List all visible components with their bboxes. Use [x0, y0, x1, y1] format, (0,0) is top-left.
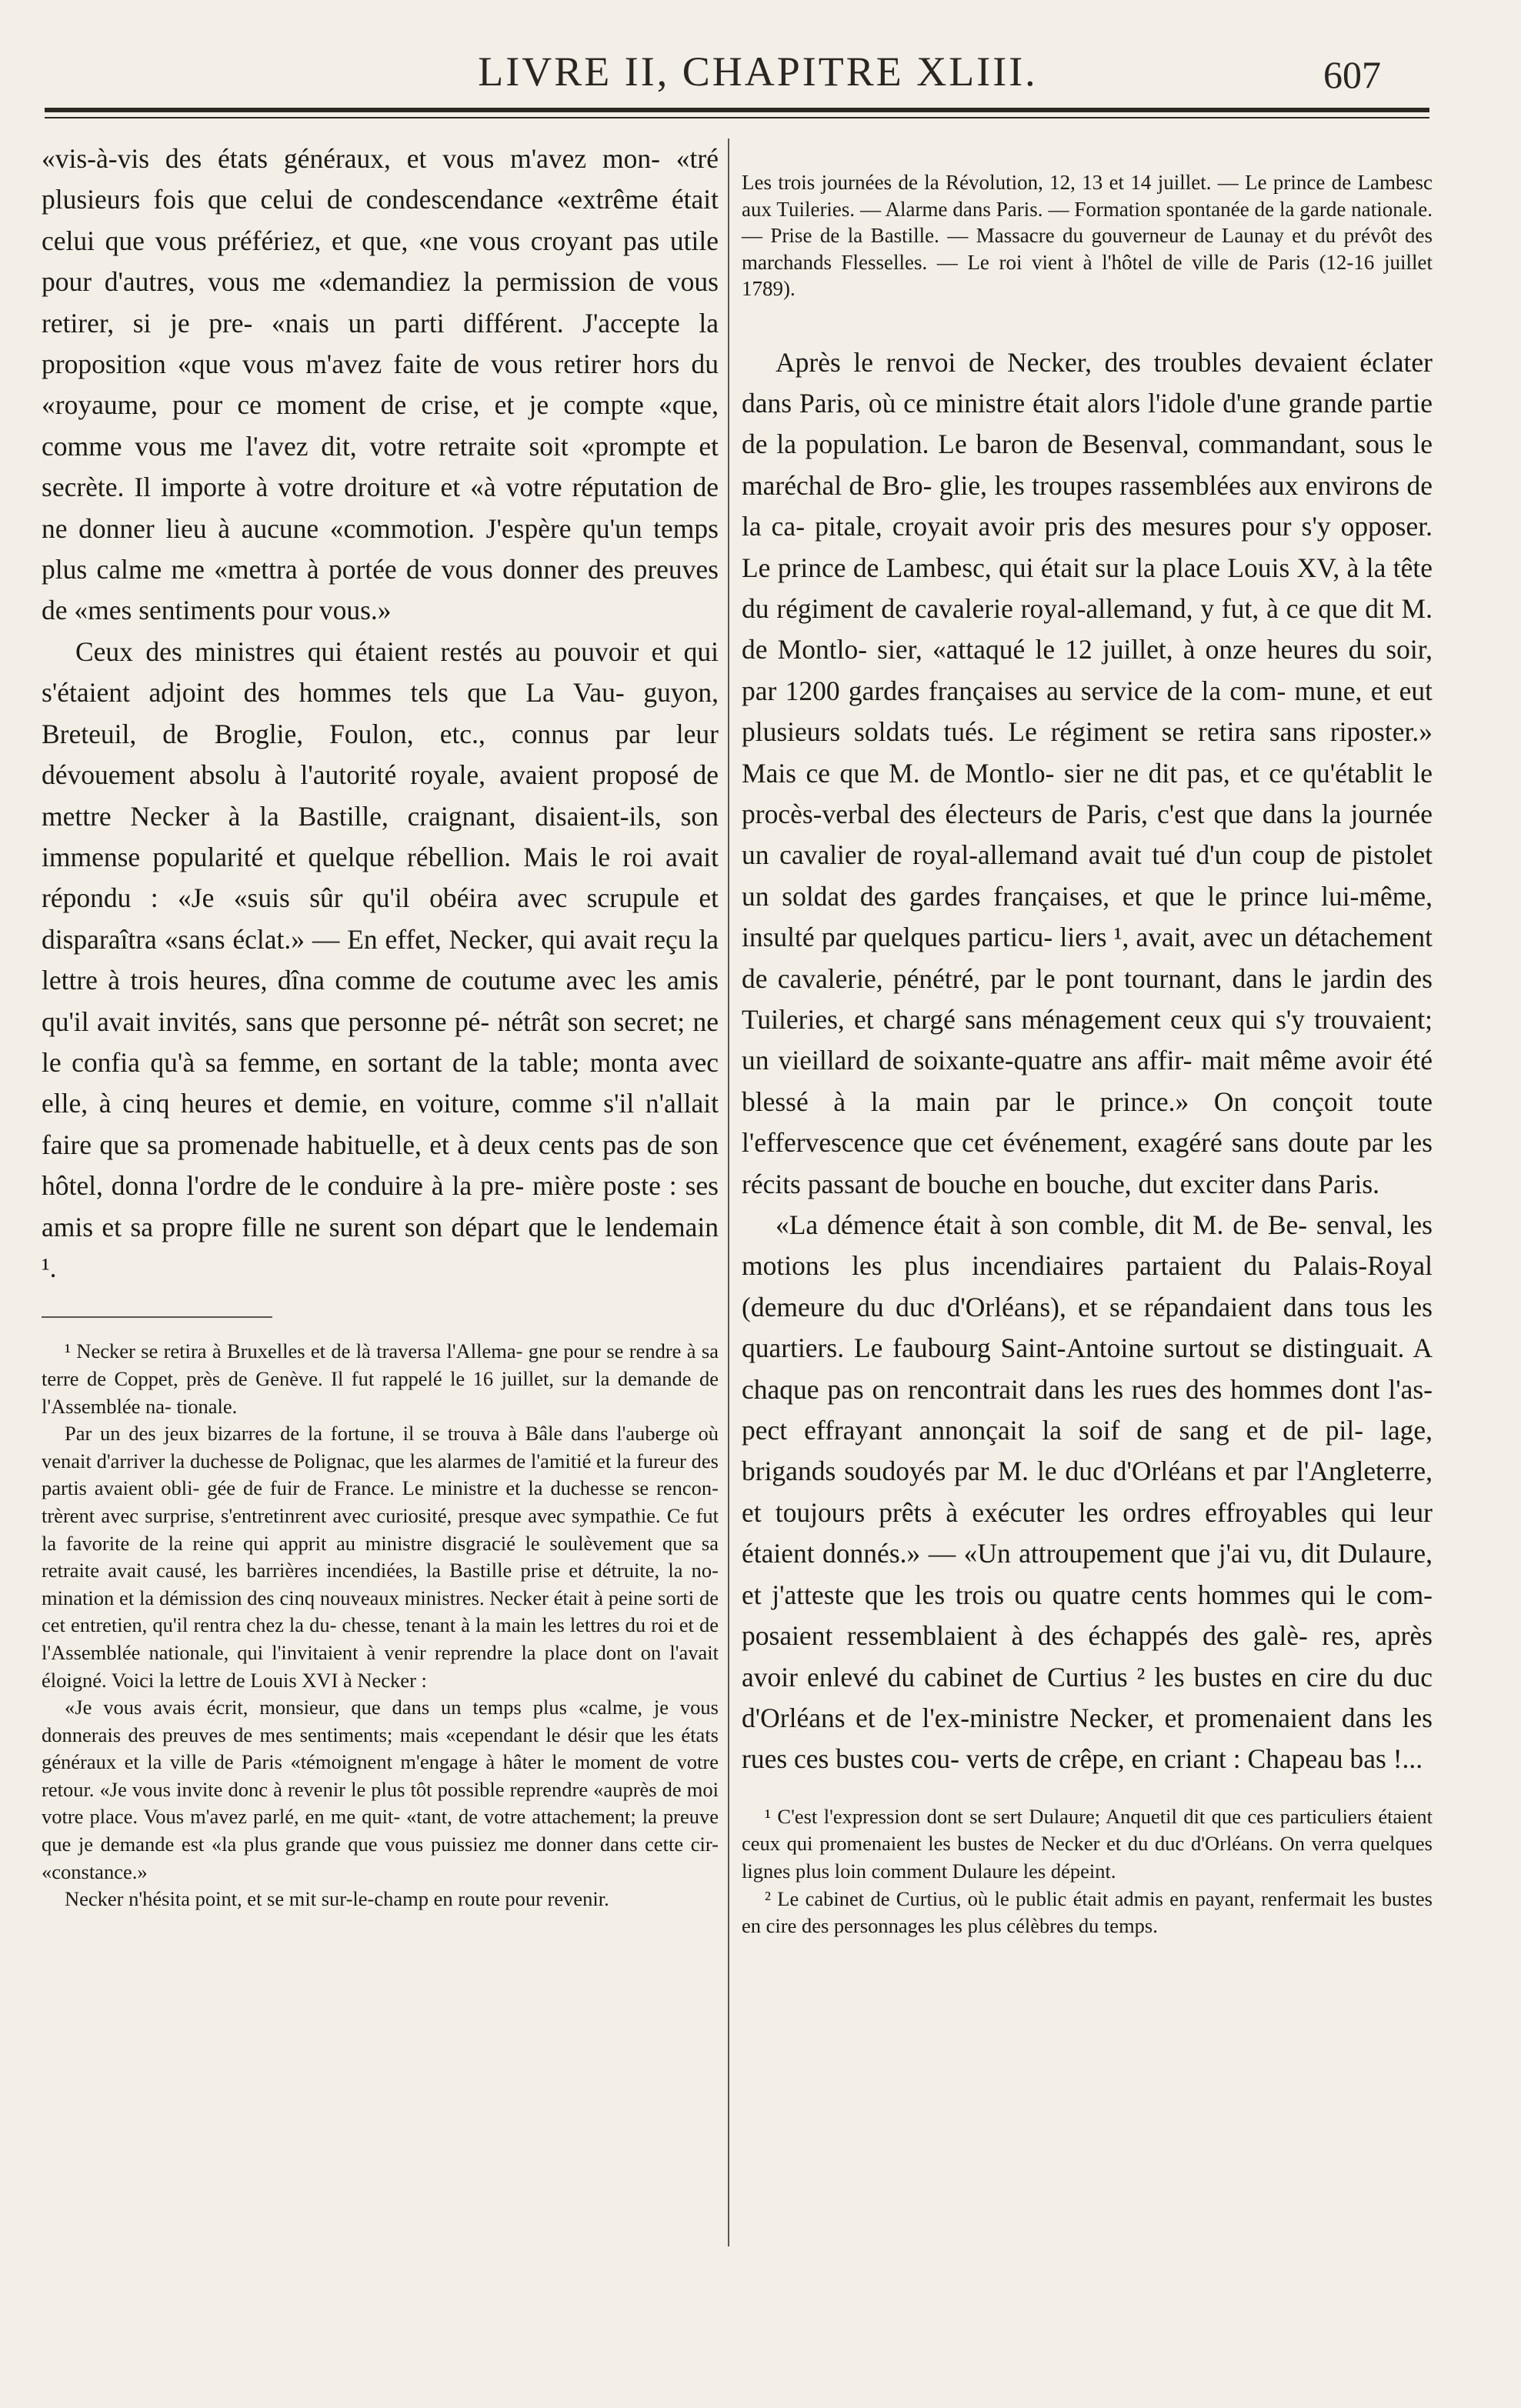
body-paragraph: «La démence était à son comble, dit M. de Be- senval, les motions les plus incendiaires partaient du Palais-Royal (demeure du duc d'Orléans), et se répandaient dans tous les quartiers. Le faubourg Saint-Antoine surtout se distinguait. A chaque pas on rencontrait dans les rues des hommes dont l'as- pect effrayant annonçait la soif de sang et de pil- lage, brigands soudoyés par M. le duc d'Orléans et par l'Angleterre, et toujours prêts à exécuter les ordres effroyables qui leur étaient donnés.» — «Un attroupement que j'ai vu, dit Dulaure, et j'atteste que les trois ou quatre cents hommes qui le com- posaient ressemblaient à des échappés des galè- res, après avoir enlevé du cabinet de Curtius ² les bustes en cire du duc d'Orléans et de l'ex-ministre Necker, et promenaient dans les rues ces bustes cou- verts de crêpe, en criant : Chapeau bas !... [742, 1209, 1433, 1775]
body-paragraph: «vis-à-vis des états généraux, et vous m'avez mon- «tré plusieurs fois que celui de condescendance «extrême était celui que vous préfériez, et que, «ne vous croyant pas utile pour d'autres, vous me «demandiez la permission de vous retirer, si je pre- «nais un parti différent. J'accepte la proposition «que vous m'avez faite de vous retirer hors du «royaume, pour ce moment de crise, et je compte «que, comme vous me l'avez dit, votre retraite soit «prompte et secrète. Il importe à votre droiture et «à votre réputation de ne donner lieu à aucune «commotion. J'espère qu'un temps plus calme me «mettra à portée de vous donner des preuves de «mes sentiments pour vous.» [42, 143, 719, 626]
page-number: 607 [1323, 53, 1381, 96]
chapter-summary: Les trois journées de la Révolution, 12, 13 et 14 juillet. — Le prince de Lambesc aux Tuileries. — Alarme dans Paris. — Formation spontanée de la garde nationale. — Prise de la Bastille. — Massacre du gouverneur de Launay et du prévôt des marchands Flesselles. — Le roi vient à l'hôtel de ville de Paris (12-16 juillet 1789). [742, 171, 1433, 300]
footnote: ¹ Necker se retira à Bruxelles et de là traversa l'Allema- gne pour se rendre à sa terre de Coppet, près de Genève. Il fut rappelé le 16 juillet, sur la demande de l'Assemblée na- tionale. [42, 1339, 719, 1418]
running-title: LIVRE II, CHAPITRE XLIII. [478, 48, 1038, 95]
footnote-separator [42, 1316, 272, 1318]
body-paragraph: Ceux des ministres qui étaient restés au pouvoir et qui s'étaient adjoint des hommes tels que La Vau- guyon, Breteuil, de Broglie, Foulon, etc., connus par leur dévouement absolu à l'autorité royale, avaient proposé de mettre Necker à la Bastille, craignant, disaient-ils, son immense popularité et quelque rébellion. Mais le roi avait répondu : «Je «suis sûr qu'il obéira avec scrupule et disparaîtra «sans éclat.» — En effet, Necker, qui avait reçu la lettre à trois heures, dîna comme de coutume avec les amis qu'il avait invités, sans que personne pé- nétrât son secret; ne le confia qu'à sa femme, en sortant de la table; monta avec elle, à cinq heures et demie, en voiture, comme s'il n'allait faire que sa promenade habituelle, et à deux cents pas de son hôtel, donna l'ordre de le conduire à la pre- mière poste : ses amis et sa propre fille ne surent son départ que le lendemain ¹. [42, 635, 719, 1283]
header-rule [45, 108, 1429, 112]
header-rule-thin [45, 117, 1429, 118]
footnote-quoted-letter: «Je vous avais écrit, monsieur, que dans un temps plus «calme, je vous donnerais des preuves de mes sentiments; mais «cependant le désir que les états généraux et la ville de Paris «témoignent m'engage à hâter le moment de votre retour. «Je vous invite donc à revenir le plus tôt possible reprendre «auprès de moi votre place. Vous m'avez parlé, en me quit- «tant, de votre attachement; la preuve que je demande est «la plus grande que vous puissiez me donner dans cette cir- «constance.» [42, 1696, 719, 1883]
body-paragraph: Après le renvoi de Necker, des troubles devaient éclater dans Paris, où ce ministre était alors l'idole d'une grande partie de la population. Le baron de Besenval, commandant, sous le maréchal de Bro- glie, les troupes rassemblées aux environs de la ca- pitale, croyait avoir pris des mesures pour s'y opposer. Le prince de Lambesc, qui était sur la place Louis XV, à la tête du régiment de cavalerie royal-allemand, y fut, à ce que dit M. de Montlo- sier, «attaqué le 12 juillet, à onze heures du soir, par 1200 gardes françaises au service de la com- mune, et eut plusieurs soldats tués. Le régiment se retira sans riposter.» Mais ce que M. de Montlo- sier ne dit pas, et ce qu'établit le procès-verbal des électeurs de Paris, c'est que dans la journée un cavalier de royal-allemand avait tué d'un coup de pistolet un soldat des gardes françaises, et que le prince lui-même, insulté par quelques particu- liers ¹, avait, avec un détachement de cavalerie, pénétré, par le pont tournant, dans le jardin des Tuileries, et chargé sans ménagement ceux qui s'y trouvaient; un vieillard de soixante-quatre ans affir- mait même avoir été blessé à la main par le prince.» On conçoit toute l'effervescence que cet événement, exagéré sans doute par les récits passant de bouche en bouche, dut exciter dans Paris. [742, 346, 1433, 1199]
footnote-continuation: Par un des jeux bizarres de la fortune, il se trouva à Bâle dans l'auberge où venait d'arriver la duchesse de Polignac, que les alarmes de l'amitié et la fureur des partis avaient obli- gée de fuir de France. Le ministre et la duchesse se rencon- trèrent avec surprise, s'entretinrent avec curiosité, presque avec sympathie. Ce fut la favorite de la reine qui apprit au ministre disgracié le soulèvement que sa retraite avait causé, les barrières incendiées, la Bastille prise et détruite, la no- mination et la démission des cinq nouveaux ministres. Necker était à peine sorti de cet entretien, qu'il rentra chez la du- chesse, tenant à la main les lettres du roi et de l'Assemblée nationale, qui l'invitaient à venir reprendre la place dont on l'avait éloigné. Voici la lettre de Louis XVI à Necker : [42, 1422, 719, 1692]
right-column [742, 138, 1433, 1940]
running-head [0, 40, 1521, 102]
footnote: ² Le cabinet de Curtius, où le public était admis en payant, renfermait les bustes en cire des personnages les plus célèbres du temps. [742, 1886, 1433, 1938]
left-column [42, 138, 719, 1913]
footnote: ¹ C'est l'expression dont se sert Dulaure; Anquetil dit que ces particuliers étaient ceux qui promenaient les bustes de Necker et du duc d'Orléans. On verra quelques lignes plus loin comment Dulaure les dépeint. [742, 1804, 1433, 1883]
column-divider [728, 138, 729, 2246]
right-footnotes [742, 1803, 1433, 1940]
footnote-continuation: Necker n'hésita point, et se mit sur-le-champ en route pour revenir. [65, 1887, 609, 1911]
